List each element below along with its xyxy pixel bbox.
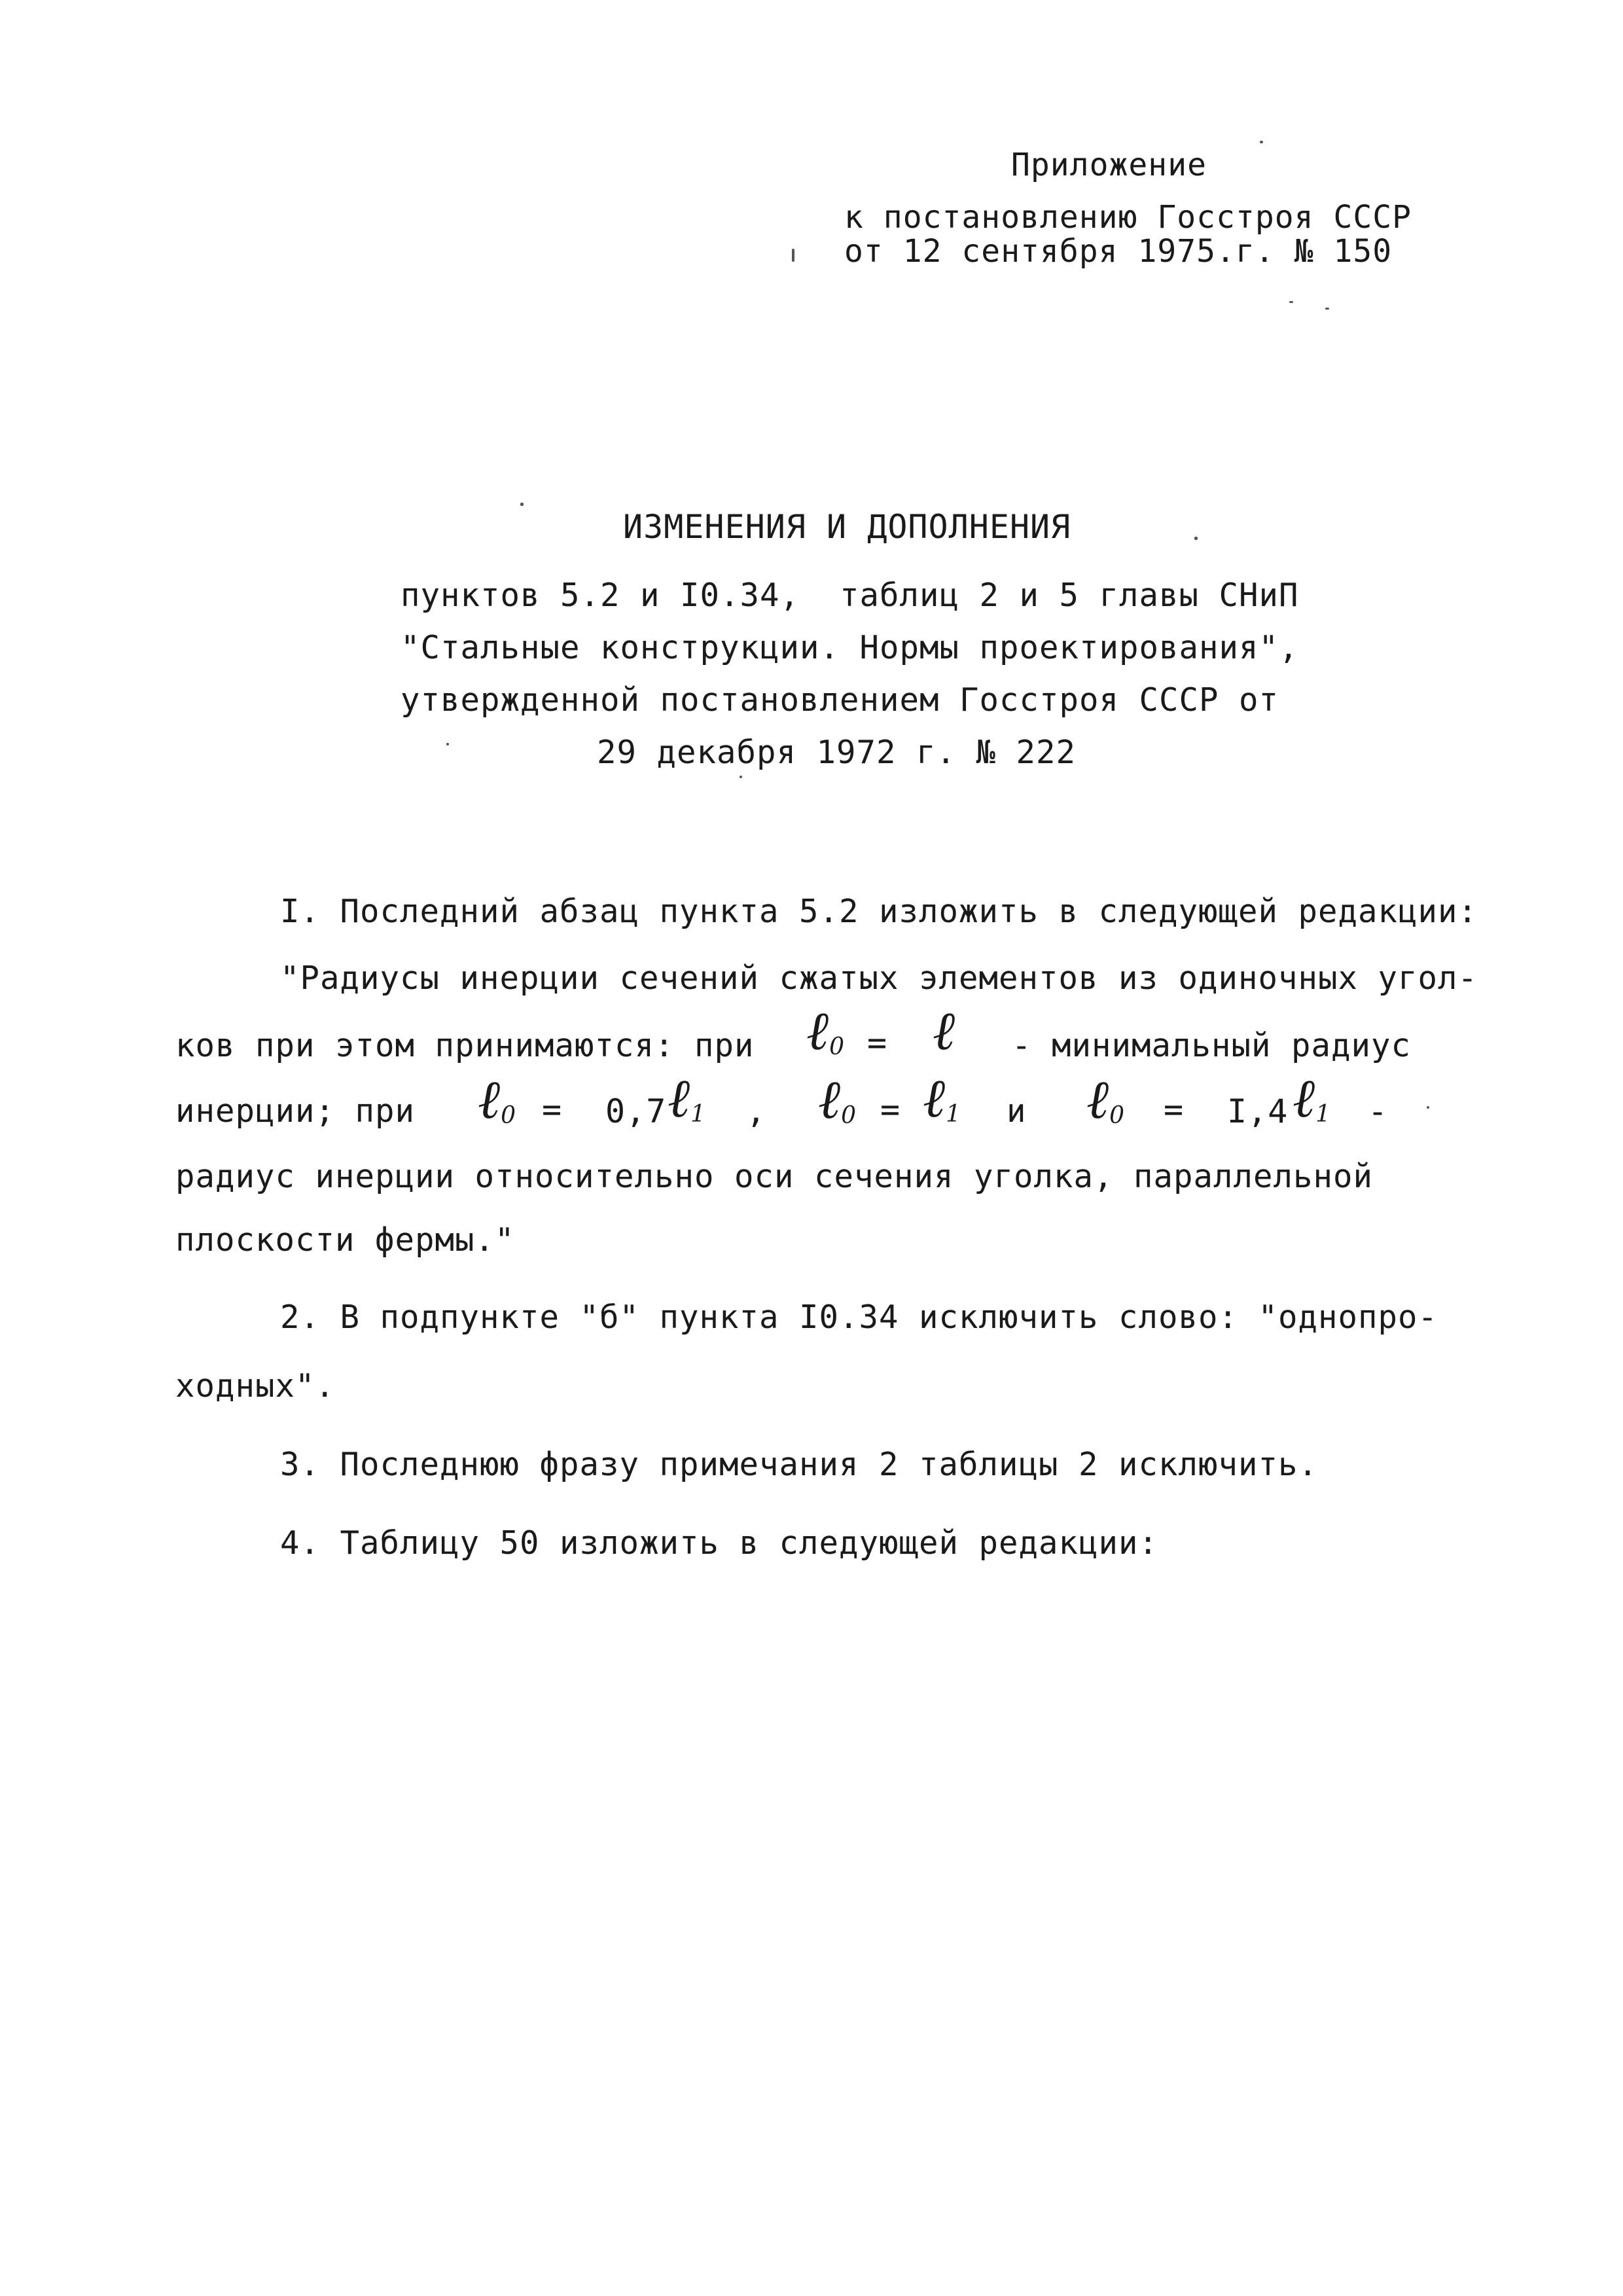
formula-coef-14: I,4 [1227, 1092, 1289, 1130]
formula-equals-3: = [880, 1090, 901, 1128]
header-line-2: к постановлению Госстроя СССР [844, 199, 1412, 236]
formula-l0-symbol-4: ℓ$_0$ [1086, 1069, 1126, 1131]
title-subline-2: "Стальные конструкции. Нормы проектирования", [401, 629, 1299, 666]
item-1-line-3-end: - минимальный радиус [1012, 1027, 1412, 1064]
item-3-line-1: 3. Последнюю фразу примечания 2 таблицы 2 исключить. [280, 1446, 1319, 1483]
formula-l1-symbol-3: ℓ$_1$ [1293, 1067, 1332, 1130]
scan-speck [1427, 1106, 1429, 1109]
scan-speck [792, 249, 794, 262]
scan-speck [1289, 301, 1293, 303]
formula-equals-2: = [542, 1090, 563, 1128]
formula-l0-symbol-2: ℓ$_0$ [478, 1069, 517, 1131]
header-line-3: от 12 сентября 1975.г. № 150 [844, 233, 1393, 270]
formula-l0-symbol: ℓ$_0$ [806, 1000, 846, 1062]
item-1-line-4-start: инерции; при [175, 1092, 416, 1130]
scan-speck [520, 503, 524, 506]
formula-and: и [1007, 1092, 1027, 1130]
formula-l1-symbol-2: ℓ$_1$ [923, 1067, 962, 1130]
item-1-line-2: "Радиусы инерции сечений сжатых элементов из одиночных угол- [280, 960, 1478, 997]
formula-comma: , [746, 1092, 767, 1130]
header-line-1: Приложение [1011, 147, 1207, 183]
scan-speck [1260, 141, 1263, 143]
scan-speck [1194, 537, 1198, 540]
scan-speck [740, 776, 742, 778]
item-1-line-5: радиус инерции относительно оси сечения уголка, параллельной [175, 1158, 1374, 1195]
item-1-line-1: I. Последний абзац пункта 5.2 изложить в следующей редакции: [280, 893, 1478, 930]
title-subline-4: 29 декабря 1972 г. № 222 [597, 734, 1077, 771]
item-1-line-6: плоскости фермы." [175, 1221, 515, 1259]
title-subline-3: утвержденной постановлением Госстроя СССР от [401, 681, 1279, 719]
formula-l-symbol: ℓ [933, 1000, 956, 1062]
item-1-line-3-start: ков при этом принимаются: при [175, 1027, 755, 1064]
scan-speck [446, 743, 449, 745]
item-2-line-2: ходных". [175, 1367, 336, 1405]
formula-l1-symbol: ℓ$_1$ [668, 1067, 707, 1130]
formula-equals-4: = [1164, 1090, 1185, 1128]
formula-coef-07: 0,7 [605, 1092, 667, 1130]
formula-l0-symbol-3: ℓ$_0$ [818, 1069, 857, 1131]
document-title: ИЗМЕНЕНИЯ И ДОПОЛНЕНИЯ [623, 508, 1071, 546]
title-subline-1: пунктов 5.2 и I0.34, таблиц 2 и 5 главы СНиП [401, 577, 1299, 614]
formula-dash: - [1368, 1092, 1389, 1130]
item-2-line-1: 2. В подпункте "б" пункта I0.34 исключить слово: "однопро- [280, 1299, 1438, 1336]
scan-speck [1325, 308, 1329, 310]
item-4-line-1: 4. Таблицу 50 изложить в следующей редакции: [280, 1524, 1159, 1562]
formula-equals-1: = [867, 1024, 888, 1062]
